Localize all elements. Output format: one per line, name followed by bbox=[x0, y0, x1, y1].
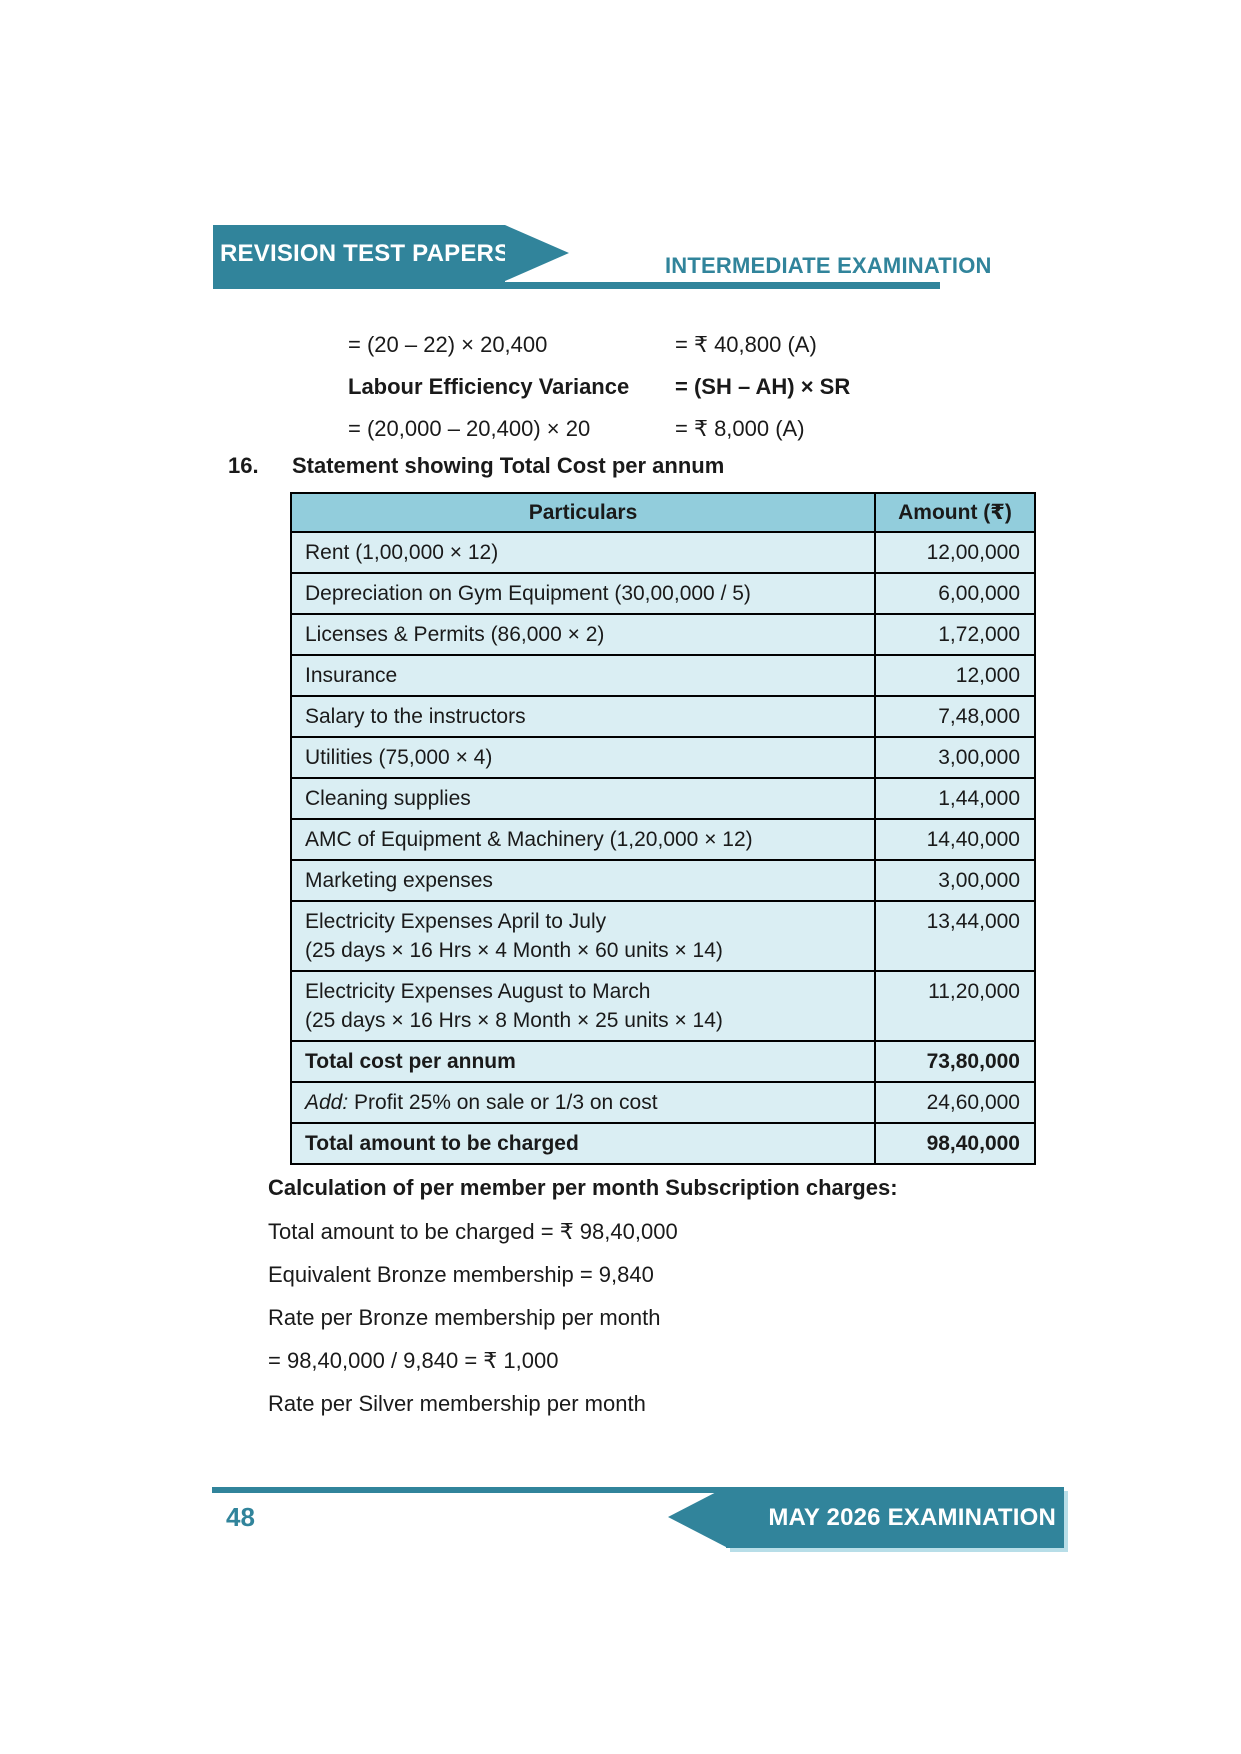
amount-cell: 12,00,000 bbox=[875, 532, 1035, 573]
variance-right: = (SH – AH) × SR bbox=[675, 374, 851, 399]
table-row bbox=[291, 819, 1035, 860]
table-row bbox=[291, 614, 1035, 655]
amount-cell: 1,72,000 bbox=[875, 614, 1035, 655]
amount-cell: 7,48,000 bbox=[875, 696, 1035, 737]
calculation-line: Rate per Bronze membership per month bbox=[268, 1305, 661, 1330]
variance-left: = (20,000 – 20,400) × 20 bbox=[348, 416, 591, 441]
particulars-cell: Utilities (75,000 × 4) bbox=[291, 737, 875, 778]
amount-cell: 14,40,000 bbox=[875, 819, 1035, 860]
footer-banner-label: MAY 2026 EXAMINATION bbox=[768, 1504, 1056, 1531]
table-header-row bbox=[291, 493, 1035, 532]
footer-banner bbox=[726, 1487, 1064, 1548]
calculation-line: Rate per Silver membership per month bbox=[268, 1391, 646, 1416]
table-row bbox=[291, 971, 1035, 1041]
question-number: 16. bbox=[228, 453, 259, 478]
amount-cell: 73,80,000 bbox=[875, 1041, 1035, 1082]
amount-cell: 3,00,000 bbox=[875, 860, 1035, 901]
variance-line bbox=[348, 331, 850, 359]
cost-table bbox=[290, 492, 1036, 1165]
calculation-line: Total amount to be charged = ₹ 98,40,000 bbox=[268, 1219, 678, 1244]
table-row bbox=[291, 1041, 1035, 1082]
particulars-cell: Depreciation on Gym Equipment (30,00,000 / 5) bbox=[291, 573, 875, 614]
particulars-cell: Insurance bbox=[291, 655, 875, 696]
variance-line bbox=[348, 415, 850, 443]
table-row bbox=[291, 778, 1035, 819]
amount-cell: 98,40,000 bbox=[875, 1123, 1035, 1164]
amount-cell: 13,44,000 bbox=[875, 901, 1035, 971]
particulars-cell: Electricity Expenses April to July (25 days × 16 Hrs × 4 Month × 60 units × 14) bbox=[291, 901, 875, 971]
particulars-cell: AMC of Equipment & Machinery (1,20,000 × 12) bbox=[291, 819, 875, 860]
question-heading bbox=[228, 452, 724, 480]
table-row bbox=[291, 573, 1035, 614]
table-header-amount: Amount (₹) bbox=[875, 493, 1035, 532]
amount-cell: 12,000 bbox=[875, 655, 1035, 696]
table-row bbox=[291, 696, 1035, 737]
particulars-cell: Cleaning supplies bbox=[291, 778, 875, 819]
question-title: Statement showing Total Cost per annum bbox=[292, 453, 725, 478]
particulars-cell: Marketing expenses bbox=[291, 860, 875, 901]
amount-cell: 24,60,000 bbox=[875, 1082, 1035, 1123]
table-row bbox=[291, 1082, 1035, 1123]
header-banner bbox=[213, 225, 511, 282]
amount-cell: 3,00,000 bbox=[875, 737, 1035, 778]
variance-right: = ₹ 40,800 (A) bbox=[675, 332, 817, 357]
variance-left: Labour Efficiency Variance bbox=[348, 374, 630, 399]
amount-cell: 1,44,000 bbox=[875, 778, 1035, 819]
particulars-cell: Add: Profit 25% on sale or 1/3 on cost bbox=[291, 1082, 875, 1123]
header-banner-label: REVISION TEST PAPERS bbox=[220, 240, 511, 267]
calculation-line: = 98,40,000 / 9,840 = ₹ 1,000 bbox=[268, 1348, 559, 1373]
variance-block bbox=[348, 331, 850, 457]
table-header-particulars: Particulars bbox=[291, 493, 875, 532]
particulars-cell: Licenses & Permits (86,000 × 2) bbox=[291, 614, 875, 655]
table-row bbox=[291, 737, 1035, 778]
particulars-cell: Rent (1,00,000 × 12) bbox=[291, 532, 875, 573]
table-row bbox=[291, 860, 1035, 901]
table-row bbox=[291, 901, 1035, 971]
table-row bbox=[291, 532, 1035, 573]
calculation-block bbox=[268, 1174, 898, 1433]
particulars-cell: Salary to the instructors bbox=[291, 696, 875, 737]
cost-table-body bbox=[291, 532, 1035, 1164]
variance-line bbox=[348, 373, 850, 401]
amount-cell: 11,20,000 bbox=[875, 971, 1035, 1041]
particulars-cell: Total amount to be charged bbox=[291, 1123, 875, 1164]
table-row bbox=[291, 655, 1035, 696]
page-number: 48 bbox=[226, 1502, 255, 1532]
amount-cell: 6,00,000 bbox=[875, 573, 1035, 614]
table-row bbox=[291, 1123, 1035, 1164]
particulars-cell: Electricity Expenses August to March (25 days × 16 Hrs × 8 Month × 25 units × 14) bbox=[291, 971, 875, 1041]
calculation-line: Equivalent Bronze membership = 9,840 bbox=[268, 1262, 654, 1287]
header-right-label: INTERMEDIATE EXAMINATION bbox=[665, 253, 992, 278]
calculation-heading: Calculation of per member per month Subscription charges: bbox=[268, 1175, 898, 1200]
particulars-cell: Total cost per annum bbox=[291, 1041, 875, 1082]
variance-right: = ₹ 8,000 (A) bbox=[675, 416, 805, 441]
header-rule bbox=[213, 282, 940, 289]
variance-left: = (20 – 22) × 20,400 bbox=[348, 332, 548, 357]
